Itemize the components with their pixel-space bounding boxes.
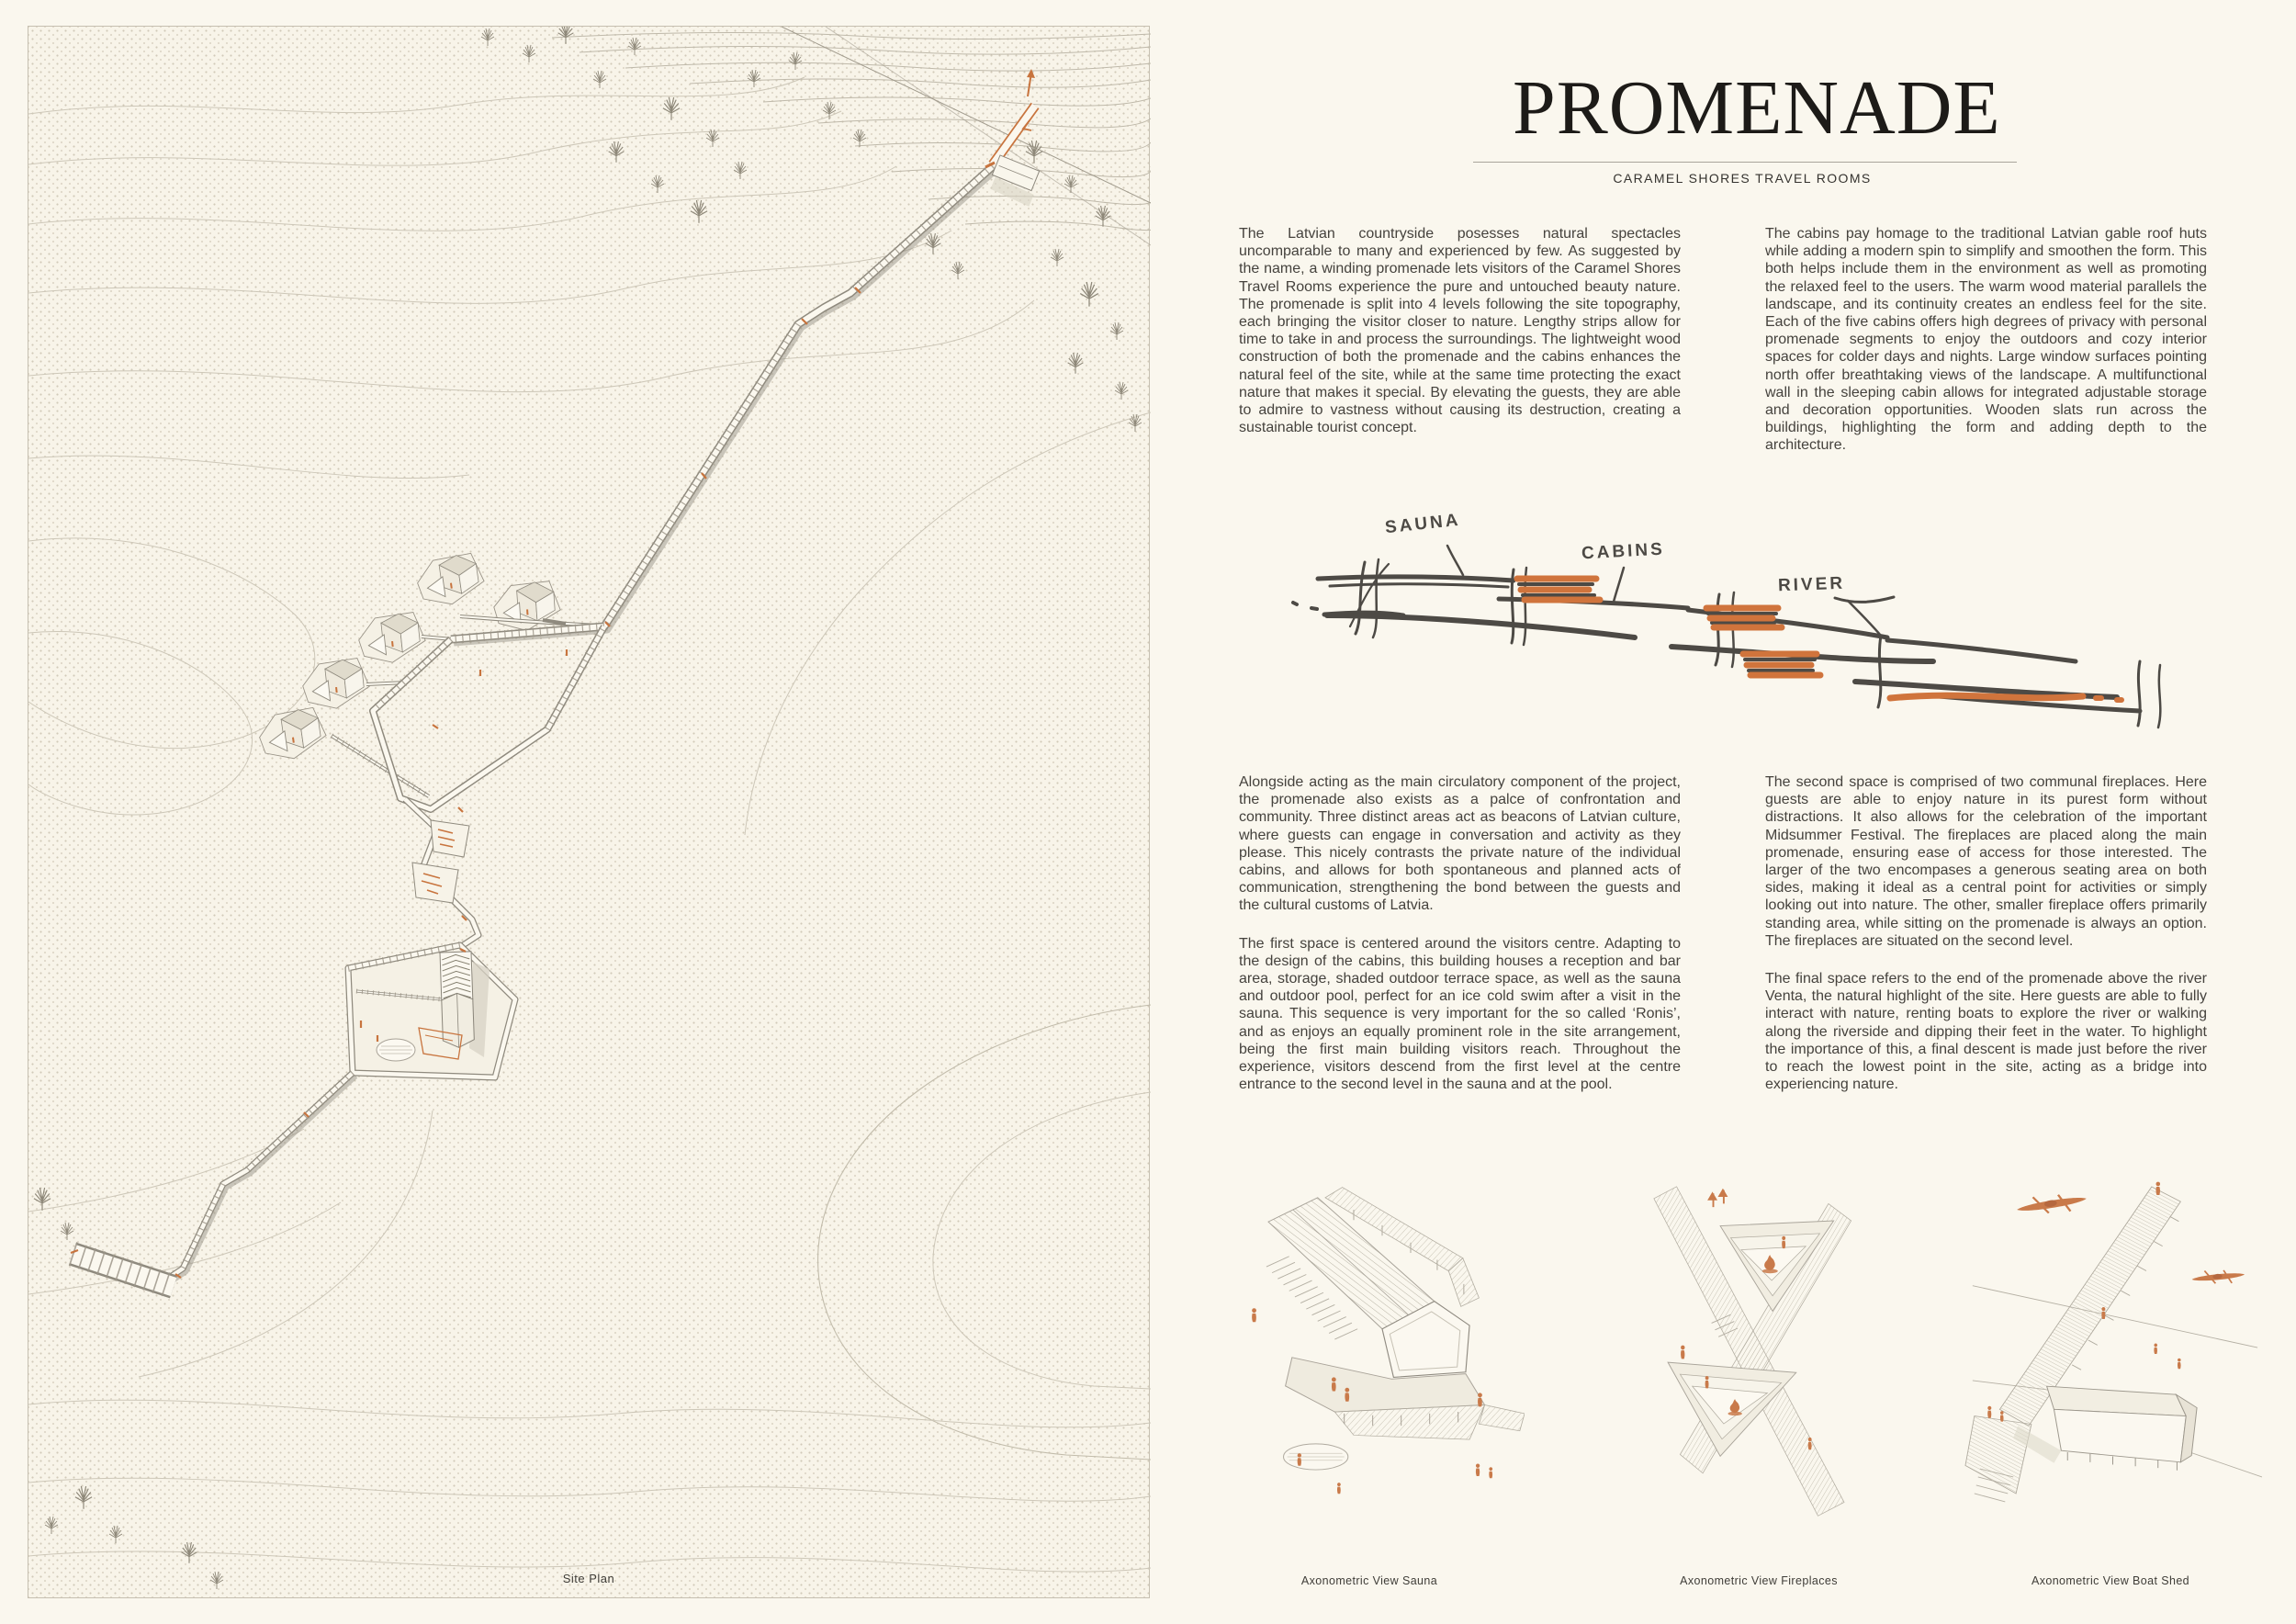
intro-paragraph-left — [1239, 225, 1681, 436]
page-title: PROMENADE — [1513, 65, 2001, 151]
site-plan-caption: Site Plan — [562, 1572, 615, 1585]
body-left-p1: Alongside acting as the main circulatory component of the project, the promenade also exists as a palce of confrontation and community. Three distinct areas act as beacons of Latvian culture, where guests can engage in conversation and activity as they please. This nicely contrasts the private nature of the individual cabins, and allows for both spontaneous and planned acts of communication, strengthening the bond between the guests and the cultural customs of Latvia. — [1239, 774, 1681, 914]
trees — [34, 27, 1142, 1589]
body-right-p2: The final space refers to the end of the promenade above the river Venta, the natural highlight of the site. Here guests are able to fully interact with nature, renting boats to explore the river or walking along the riverside and dipping their feet in the water. To highlight the importance of this, a final descent is made just before the river to reach the lowest point in the site, acting as a bridge into experiencing nature. — [1765, 971, 2207, 1093]
sketch-label-river: RIVER — [1777, 573, 1846, 596]
concept-section-sketch — [1286, 507, 2209, 732]
axon-view-sauna — [1240, 1180, 1525, 1543]
axon-view-fireplaces — [1635, 1185, 1896, 1543]
title-divider — [1473, 162, 2017, 163]
promenade-zigzag — [405, 799, 478, 947]
intro-left-text: The Latvian countryside posesses natural spectacles uncomparable to many and experienced by few. As suggested by the name, a winding promenade lets visitors of the Caramel Shores Travel Rooms experience the pure and untouched beauty nature. The promenade is split into 4 levels following the site topography, each bringing the visitor closer to nature. Lengthy strips allow for time to take in and process the surroundings. The lightweight wood construction of both the promenade and the cabins enhances the natural feel of the site, while at the same time protecting the exact nature that makes it special. By elevating the guests, they are able to admire to vastness without causing its destruction, creating a sustainable tourist concept. — [1239, 226, 1681, 436]
intro-right-text: The cabins pay homage to the traditional Latvian gable roof huts while adding a modern spin to simplify and smoothen the form. This both helps include them in the environment as well as promoting the relaxed feel to the users. The warm wood material parallels the landscape, and its continuity creates an endless feel for the site. Each of the five cabins offers high degrees of privacy with personal promenade segments to enjoy the outdoors and cozy interior spaces for colder days and nights. Large window surfaces pointing north offer breathtaking views of the landscape. A multifunctional wall in the sleeping cabin allows for integrated adjustable storage and decoration opportunities. Wooden slats run across the buildings, highlighting the form and adding depth to the architecture. — [1765, 226, 2207, 454]
axon-view-boat-shed — [1964, 1179, 2262, 1541]
site-plan-panel — [28, 26, 1150, 1598]
promenade-exit — [73, 1073, 353, 1287]
visitors-centre — [348, 945, 515, 1077]
section-sketch-drawing — [1286, 507, 2209, 732]
page-subtitle: CARAMEL SHORES TRAVEL ROOMS — [1613, 171, 1872, 186]
intro-paragraph-right — [1765, 225, 2207, 455]
axon-caption-boat-shed: Axonometric View Boat Shed — [2031, 1574, 2190, 1587]
cabins-cluster — [256, 552, 561, 763]
site-plan-drawing — [28, 27, 1151, 1599]
axon-boat-shed-drawing — [1964, 1179, 2262, 1541]
sketch-label-sauna: SAUNA — [1384, 510, 1462, 538]
axon-fireplaces-drawing — [1635, 1185, 1896, 1543]
axon-caption-fireplaces: Axonometric View Fireplaces — [1680, 1574, 1838, 1587]
body-paragraphs-left — [1239, 773, 1681, 1093]
body-left-p2: The first space is centered around the visitors centre. Adapting to the design of the cabins, this building houses a reception and bar area, storage, shaded outdoor terrace space, as well as the sauna and outdoor pool, perfect for an ice cold swim after a visit in the sauna. This sequence is very important for the so called ‘Ronis’, and as enjoys an equally prominent role in the site arrangement, being the first main building visitors reach. Throughout the experience, visitors descend from the first level at the centre entrance to the second level in the sauna and at the pool. — [1239, 935, 1681, 1093]
sketch-label-cabins: CABINS — [1581, 539, 1666, 564]
axon-caption-sauna: Axonometric View Sauna — [1300, 1574, 1438, 1587]
promenade-main — [451, 166, 993, 639]
axon-sauna-drawing — [1240, 1180, 1525, 1543]
body-right-p1: The second space is comprised of two communal fireplaces. Here guests are able to enjoy nature in its purest form without distractions. It also allows for the celebration of the important Midsummer Festival. The fireplaces are placed along the main promenade, ensuring ease of access for those interested. The larger of the two encompases a generous seating area on both sides, making it ideal as a central point for activities or simply looking out into nature. The other, smaller fireplace offers primarily standing area, while sitting on the promenade is always an option. The fireplaces are situated on the second level. — [1765, 774, 2207, 949]
body-paragraphs-right — [1765, 773, 2207, 1093]
